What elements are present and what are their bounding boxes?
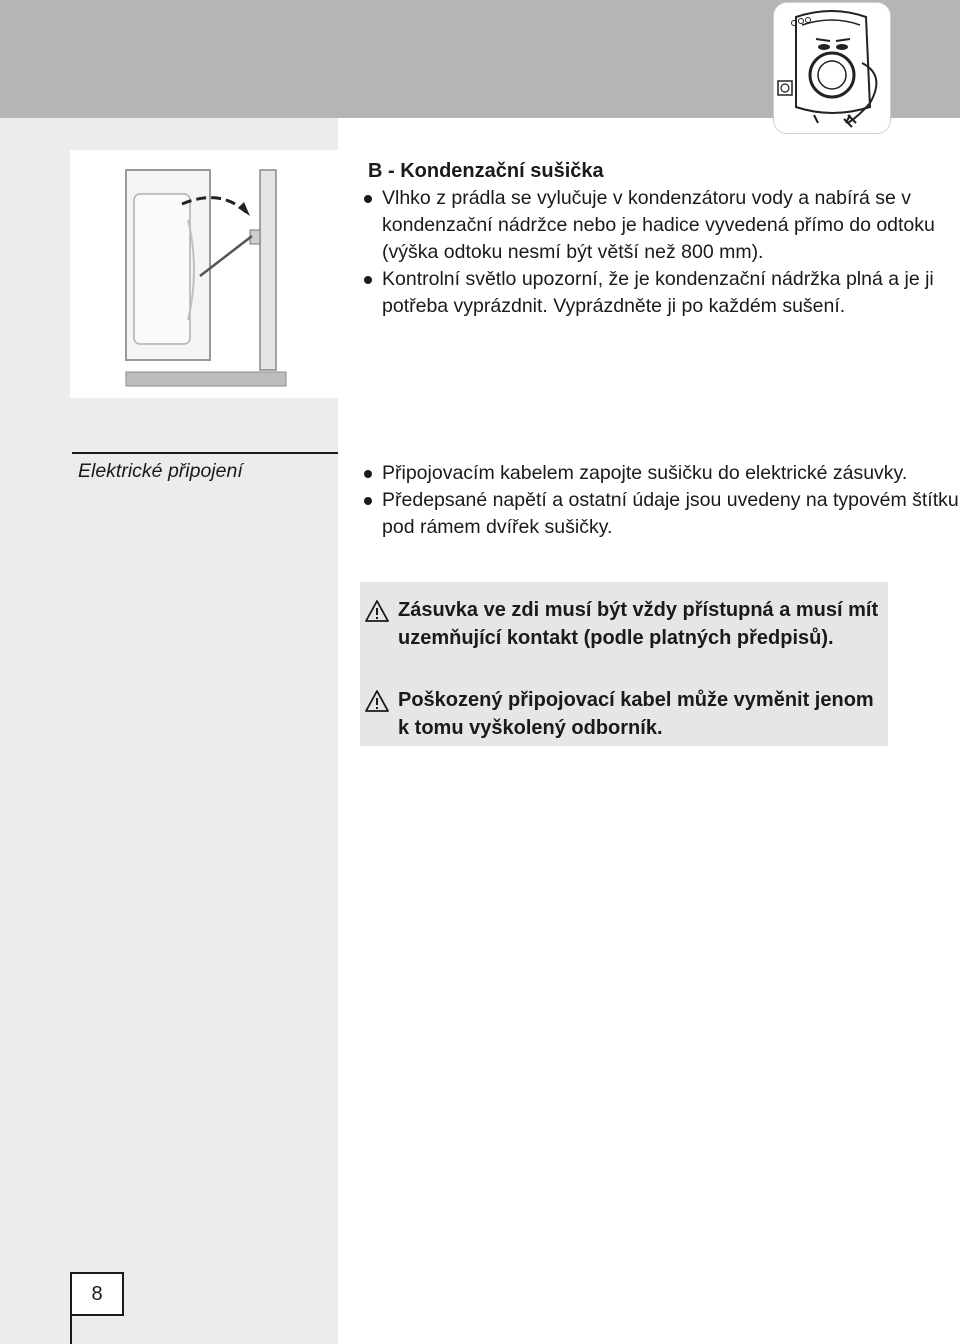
page-number: 8 (70, 1272, 124, 1316)
condenser-bullets (362, 185, 960, 320)
warning-item (364, 596, 888, 652)
section-label: Elektrické připojení (78, 460, 243, 482)
bullet-item: Připojovacím kabelem zapojte sušičku do elektrické zásuvky. (362, 460, 960, 487)
warning-text: Poškozený připojovací kabel může vyměnit jenom k tomu vyškolený odborník. (398, 689, 874, 739)
electrical-bullets (362, 460, 960, 541)
warning-box (360, 582, 888, 746)
washing-machine-mascot-icon (773, 2, 891, 134)
section-heading: B - Kondenzační sušička (368, 160, 604, 182)
bullet-item: Vlhko z prádla se vylučuje v kondenzátoru vody a nabírá se v kondenzační nádržce nebo je hadice vyvedená přímo do odtoku (výška odtoku nesmí být větší než 800 mm). (362, 185, 960, 266)
bullet-item: Kontrolní světlo upozorní, že je kondenzační nádržka plná a je ji potřeba vyprázdnit. Vyprázdněte ji po každém sušení. (362, 266, 960, 320)
warning-triangle-icon (364, 599, 390, 631)
page-number-rule (70, 1312, 72, 1344)
bullet-item: Předepsané napětí a ostatní údaje jsou uvedeny na typovém štítku pod rámem dvířek sušičky. (362, 487, 960, 541)
warning-item (364, 686, 888, 742)
warning-text: Zásuvka ve zdi musí být vždy přístupná a musí mít uzemňující kontakt (podle platných předpisů). (398, 599, 879, 649)
warning-triangle-icon (364, 689, 390, 721)
section-divider (72, 452, 338, 454)
dryer-drain-hose-illustration (70, 150, 338, 398)
condenser-section (362, 158, 960, 320)
electrical-section (362, 460, 960, 541)
